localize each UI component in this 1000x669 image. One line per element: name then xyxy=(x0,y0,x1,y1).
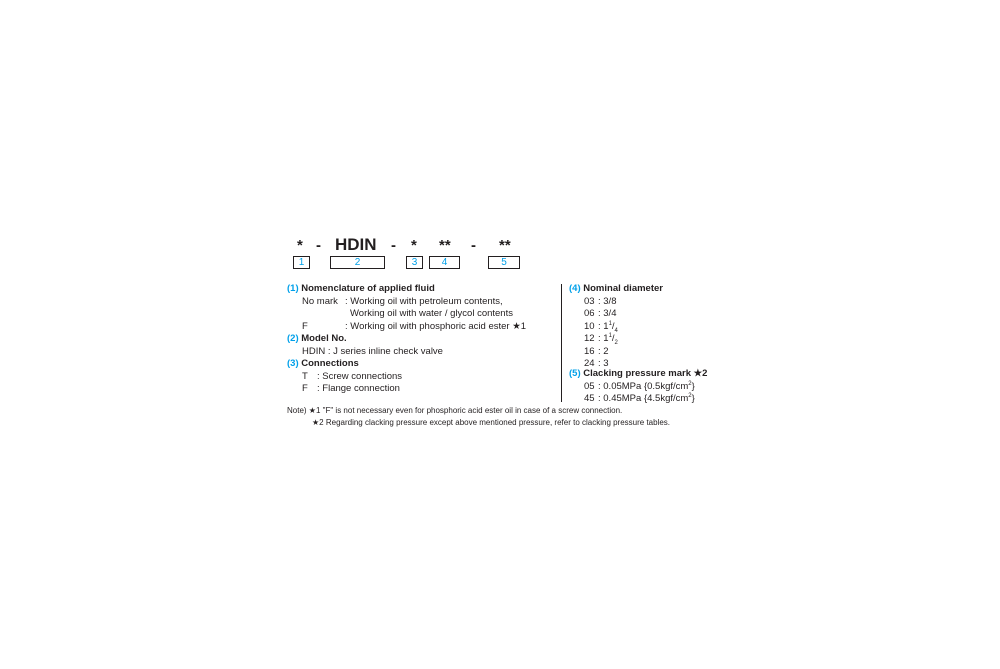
diameter-value: : 3/8 xyxy=(598,295,617,307)
pressure-value: : 0.45MPa {4.5kgf/cm xyxy=(598,393,689,404)
section-number: (5) xyxy=(569,368,581,379)
code-part-1: * xyxy=(297,237,303,254)
connection-value: : Screw connections xyxy=(317,370,403,382)
fraction-numerator: 1 xyxy=(608,320,612,327)
fluid-key: F xyxy=(302,320,308,332)
code-box-5: 5 xyxy=(488,256,520,269)
diameter-value: : 2 xyxy=(598,345,609,357)
section-number: (4) xyxy=(569,283,581,294)
model-line: HDIN : J series inline check valve xyxy=(302,345,443,357)
connection-key: T xyxy=(302,370,308,382)
diameter-code: 24 xyxy=(584,358,595,369)
pressure-code: 05 xyxy=(584,380,595,392)
diameter-value: : 1 xyxy=(598,320,609,332)
fraction-denominator: 2 xyxy=(614,339,618,346)
brace: } xyxy=(691,393,695,404)
code-part-5: ** xyxy=(499,237,511,254)
code-box-2: 2 xyxy=(330,256,385,269)
diameter-row xyxy=(569,308,663,321)
section-title: Nomenclature of applied fluid xyxy=(301,283,435,294)
code-dash-3: - xyxy=(471,237,476,254)
diameter-row xyxy=(569,296,663,309)
fraction-denominator: 4 xyxy=(614,327,618,334)
connection-value: : Flange connection xyxy=(317,383,400,394)
diameter-code: 10 xyxy=(584,320,595,332)
section-title: Connections xyxy=(301,358,359,369)
section-fluid xyxy=(287,283,526,333)
diameter-value: : 3/4 xyxy=(598,308,617,319)
code-box-3: 3 xyxy=(406,256,423,269)
pressure-row xyxy=(569,381,707,394)
diameter-row: 12 : $1^1/_2$ xyxy=(584,332,618,346)
code-part-3: * xyxy=(411,237,417,254)
code-box-4: 4 xyxy=(429,256,460,269)
fraction-numerator: 1 xyxy=(608,332,612,339)
section-connections xyxy=(287,358,402,396)
superscript: 2 xyxy=(688,380,692,387)
brace: } xyxy=(691,380,695,392)
diameter-code: 03 xyxy=(584,295,595,307)
pressure-row xyxy=(569,393,707,406)
diameter-row: 10 : $1^1/_4$ xyxy=(584,320,618,334)
section-title: Nominal diameter xyxy=(583,283,663,294)
section-number: (2) xyxy=(287,333,299,344)
connection-key: F xyxy=(302,383,308,394)
section-diameter xyxy=(569,283,663,371)
section-model xyxy=(287,333,443,358)
section-number: (3) xyxy=(287,358,299,369)
note-2: ★2 Regarding clacking pressure except above mentioned pressure, refer to clacking pressure tables. xyxy=(312,418,671,427)
fluid-value: : Working oil with petroleum contents, xyxy=(345,295,503,307)
pressure-value: : 0.05MPa {0.5kgf/cm xyxy=(598,380,689,392)
code-box-1: 1 xyxy=(293,256,310,269)
section-title: Clacking pressure mark ★2 xyxy=(583,368,708,379)
diameter-code: 12 xyxy=(584,333,595,344)
column-divider xyxy=(561,284,562,402)
fluid-value-2: Working oil with water / glycol contents xyxy=(350,308,513,319)
diameter-row xyxy=(569,346,663,359)
fluid-value: : Working oil with phosphoric acid ester ★1 xyxy=(345,320,527,332)
note-1: Note) ★1 "F" is not necessary even for phosphoric acid ester oil in case of a screw connection. xyxy=(287,406,623,415)
section-number: (1) xyxy=(287,283,299,294)
code-part-4: ** xyxy=(439,237,451,254)
diameter-code: 06 xyxy=(584,308,595,319)
section-pressure xyxy=(569,368,707,406)
section-title: Model No. xyxy=(301,333,347,344)
code-dash-2: - xyxy=(391,237,396,254)
code-model: HDIN xyxy=(335,235,377,254)
diameter-value: : 3 xyxy=(598,358,609,369)
code-dash-1: - xyxy=(316,237,321,254)
diameter-value: : 1 xyxy=(598,333,609,344)
fluid-key: No mark xyxy=(302,295,338,307)
pressure-code: 45 xyxy=(584,393,595,404)
diameter-code: 16 xyxy=(584,345,595,357)
superscript: 2 xyxy=(688,392,692,399)
